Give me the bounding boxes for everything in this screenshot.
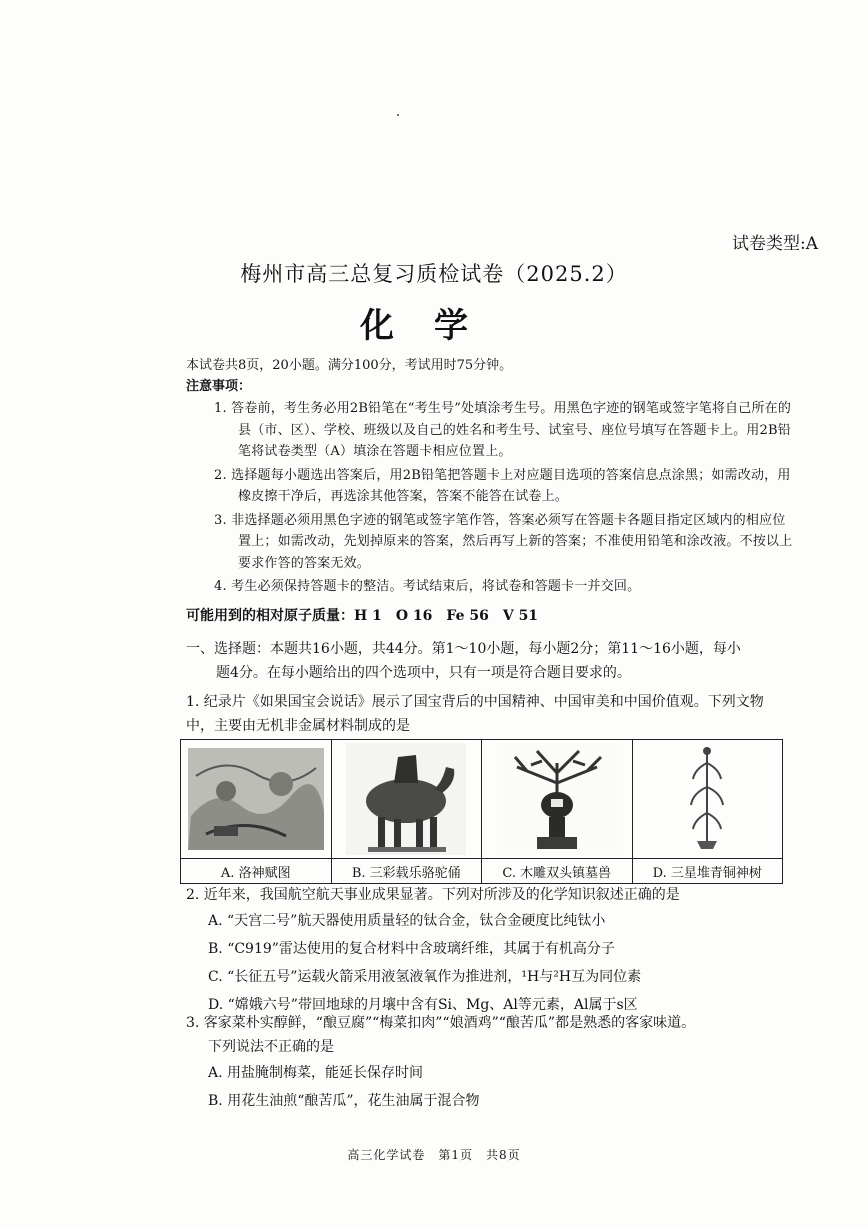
artifact-caption: D. 三星堆青铜神树 bbox=[632, 859, 783, 884]
exam-intro: 本试卷共8页，20小题。满分100分，考试用时75分钟。 bbox=[186, 358, 513, 373]
notice-item: 2. 选择题每小题选出答案后，用2B铅笔把答题卡上对应题目选项的答案信息点涂黑；如需改动，用橡皮擦干净后，再选涂其他答案，答案不能答在试卷上。 bbox=[214, 467, 791, 504]
question-3-options bbox=[186, 1059, 796, 1115]
question-3 bbox=[186, 1011, 796, 1115]
option-b: B. 用花生油煎“酿苦瓜”，花生油属于混合物 bbox=[208, 1093, 480, 1109]
question-3-stem: 3. 客家菜朴实醇鲜，“酿豆腐”“梅菜扣肉”“娘酒鸡”“酿苦瓜”都是熟悉的客家味道。 bbox=[186, 1015, 696, 1031]
artifact-caption: A. 洛神赋图 bbox=[181, 859, 332, 884]
paper-type-label: 试卷类型:A bbox=[731, 234, 818, 254]
luoshen-painting-image bbox=[186, 746, 326, 852]
camel-figurine-image bbox=[346, 743, 466, 855]
section-heading-line: 一、选择题：本题共16小题，共44分。第1～10小题，每小题2分；第11～16小题，每小 bbox=[186, 641, 741, 657]
question-2-options bbox=[186, 907, 796, 1019]
notice-title: 注意事项： bbox=[186, 379, 252, 394]
notice-item: 4. 考生必须保持答题卡的整洁。考试结束后，将试卷和答题卡一并交回。 bbox=[214, 579, 641, 594]
question-3-stem-cont: 下列说法不正确的是 bbox=[208, 1039, 334, 1055]
artifact-image-cell bbox=[482, 740, 633, 859]
artifact-image-cell bbox=[632, 740, 783, 859]
notice-item: 3. 非选择题必须用黑色字迹的钢笔或签字笔作答，答案必须写在答题卡各题目指定区域内的相应位置上；如需改动，先划掉原来的答案，然后再写上新的答案；不准使用铅笔和涂改液。不按以上要求作答的答案无效。 bbox=[214, 512, 793, 571]
artifact-caption: C. 木雕双头镇墓兽 bbox=[482, 859, 633, 884]
page-footer: 高三化学试卷 第1页 共8页 bbox=[347, 1148, 521, 1162]
option-c: C. “长征五号”运载火箭采用液氢液氧作为推进剂，¹H与²H互为同位素 bbox=[208, 969, 642, 985]
subject-title: 化学 bbox=[360, 306, 508, 346]
scan-speck bbox=[397, 114, 399, 116]
section-heading-line: 题4分。在每小题给出的四个选项中，只有一项是符合题目要求的。 bbox=[216, 665, 631, 681]
question-2-stem: 2. 近年来，我国航空航天事业成果显著。下列对所涉及的化学知识叙述正确的是 bbox=[186, 887, 680, 903]
artifact-table bbox=[180, 739, 783, 884]
option-b: B. “C919”雷达使用的复合材料中含玻璃纤维，其属于有机高分子 bbox=[208, 941, 615, 957]
artifact-caption: B. 三彩载乐骆驼俑 bbox=[331, 859, 482, 884]
option-a: A. “天宫二号”航天器使用质量轻的钛合金，钛合金硬度比纯钛小 bbox=[208, 913, 606, 929]
option-a: A. 用盐腌制梅菜，能延长保存时间 bbox=[208, 1065, 424, 1081]
atomic-masses: 可能用到的相对原子质量：H 1 O 16 Fe 56 V 51 bbox=[186, 608, 539, 624]
tomb-guardian-image bbox=[497, 743, 617, 855]
notice-list bbox=[214, 398, 794, 600]
artifact-image-cell bbox=[331, 740, 482, 859]
bronze-tree-image bbox=[667, 743, 747, 855]
exam-title: 梅州市高三总复习质检试卷（2025.2） bbox=[240, 262, 628, 286]
question-2 bbox=[186, 883, 796, 1019]
question-1-stem: 1. 纪录片《如果国宝会说话》展示了国宝背后的中国精神、中国审美和中国价值观。下列文物中，主要由无机非金属材料制成的是 bbox=[186, 694, 764, 734]
artifact-image-cell bbox=[181, 740, 332, 859]
option-d: D. “嫦娥六号”带回地球的月壤中含有Si、Mg、Al等元素，Al属于s区 bbox=[208, 997, 638, 1013]
notice-item: 1. 答卷前，考生务必用2B铅笔在“考生号”处填涂考生号。用黑色字迹的钢笔或签字笔将自己所在的县（市、区）、学校、班级以及自己的姓名和考生号、试室号、座位号填写在答题卡上。用2B铅笔将试卷类型（A）填涂在答题卡相应位置上。 bbox=[214, 401, 792, 459]
section-one-heading bbox=[186, 637, 786, 685]
